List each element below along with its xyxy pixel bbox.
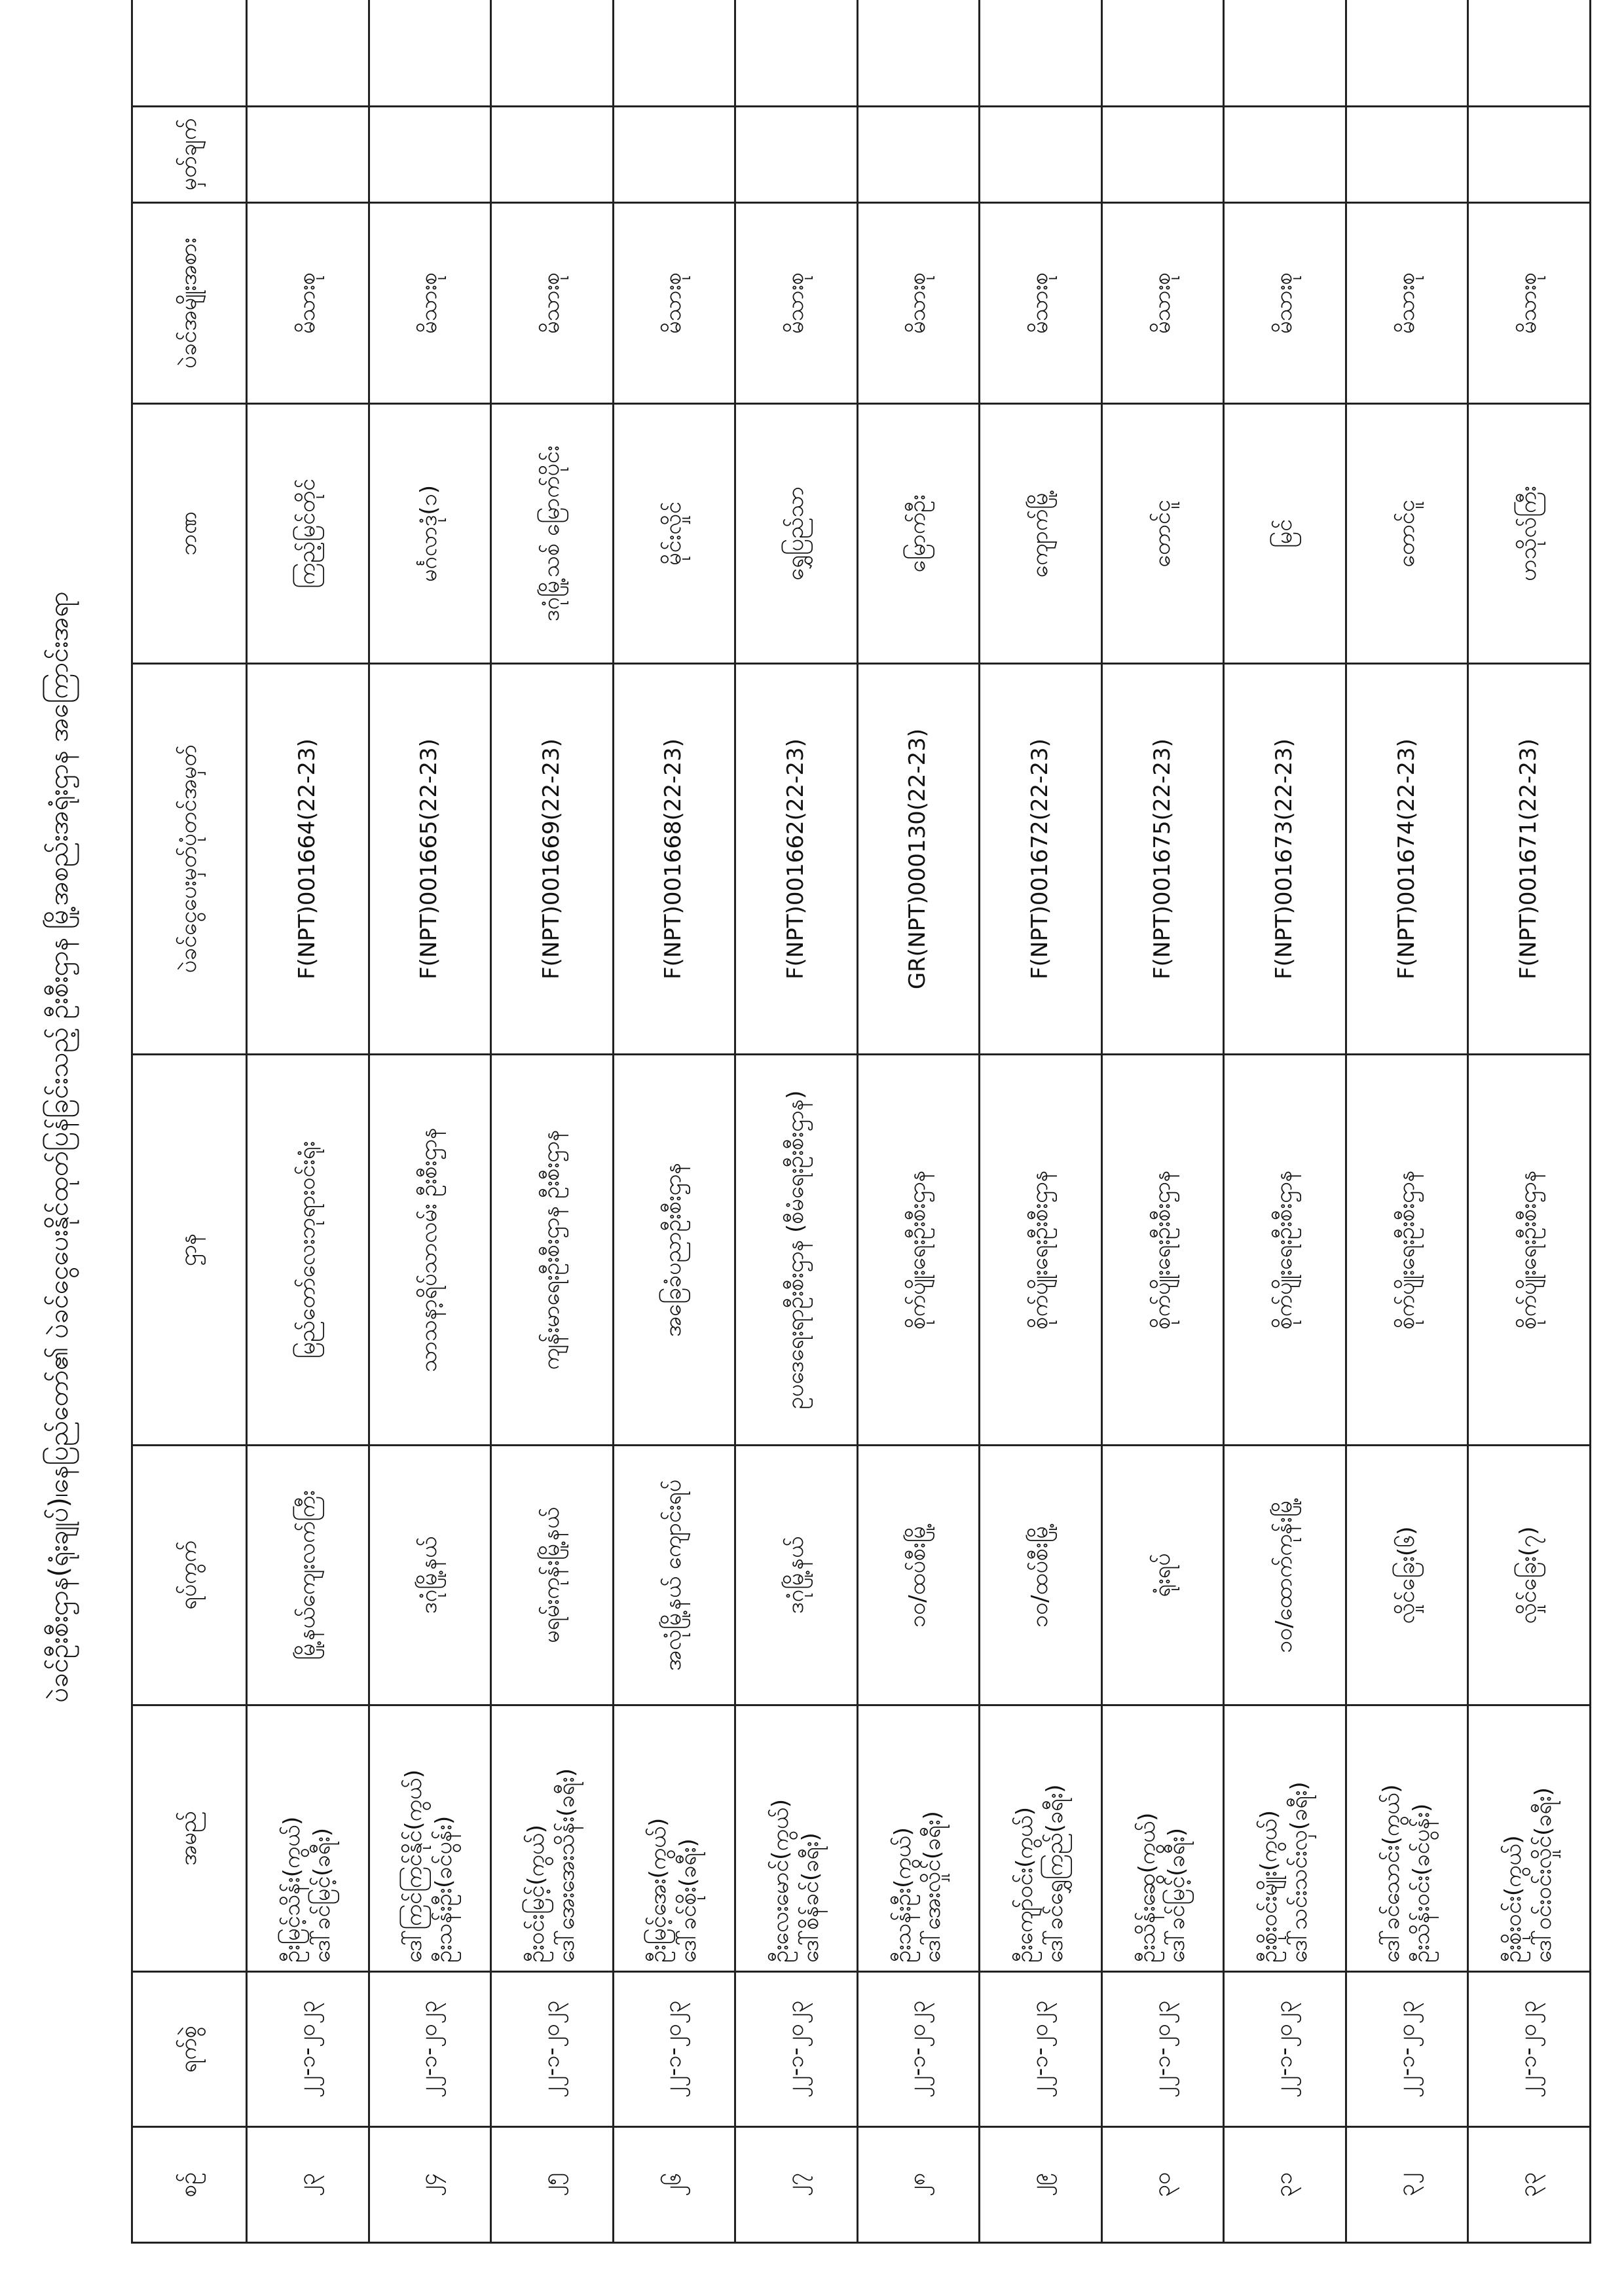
cell-district: တောင်ငူ [1101, 404, 1224, 664]
cell-district: မင်္ဂလာဒုံ(၁) [369, 404, 491, 664]
cell-address: စိုက်ပျိုးရေးဦးစီးဌာန [1468, 1055, 1591, 1446]
cell-address: အခြေခံပညာဦးစီးဌာန [613, 1055, 735, 1446]
cell-remarks [613, 107, 735, 203]
cell-address: ဥပဒေရေးရာဦးစီးဌာန (စီမံရေးဦးစီးဌာန) [735, 1055, 858, 1446]
name-line: ဦးသန်းဦး(ကွယ်) [889, 1827, 916, 1963]
cell-remarks [369, 107, 491, 203]
cell-address: သာသနာ့ရိပ်သာလမ်း ဦးစီးဌာန [369, 1055, 491, 1446]
cell-name [1101, 1705, 1224, 1972]
table-row [613, 0, 735, 2243]
cell-type: မိသားစု [613, 203, 735, 404]
cell-date: ၂၂-၁-၂၀၂၃ [735, 1972, 858, 2127]
cell-license: F(NPT)001664(22-23) [247, 664, 369, 1055]
cell-license: F(NPT)001675(22-23) [1101, 664, 1224, 1055]
table-row [1101, 0, 1224, 2243]
cell-blank [369, 0, 491, 107]
cell-blank [1346, 0, 1468, 107]
cell-type: မိသားစု [1101, 203, 1224, 404]
registration-table [131, 0, 1591, 2244]
header-blank [132, 0, 247, 107]
header-type: ပဲခင်အမျိုးအစား [132, 203, 247, 404]
cell-blank [1224, 0, 1346, 107]
cell-address: စိုက်ပျိုးရေးဦးစီးဌာန [1224, 1055, 1346, 1446]
cell-no: ၂၆ [613, 2127, 735, 2243]
cell-type: မိသားစု [1224, 203, 1346, 404]
name-line: ဒေါ်ဝင်းဝင်းလှိုင်(ခရီး) [1530, 1787, 1557, 1963]
cell-blank [1101, 0, 1224, 107]
table-row [369, 0, 491, 2243]
name-line: ဦးသိန်းဆွေ(ကွယ်) [1134, 1812, 1160, 1963]
cell-remarks [980, 107, 1102, 203]
name-line: ဒေါ်ခင်စိုး(ခရီး) [675, 1838, 702, 1963]
cell-district: မြောက်ဦး [857, 404, 980, 664]
cell-no: ၂၃ [247, 2127, 369, 2243]
table-row [857, 0, 980, 2243]
cell-address: မြည်တော်လေးဘုရားဝင်းရုံး [247, 1055, 369, 1446]
table-header-row [132, 0, 247, 2243]
cell-date: ၂၂-၁-၂၀၂၃ [1468, 1972, 1591, 2127]
name-line: ဦးကျော်ဝင်း(ကွယ်) [1012, 1807, 1039, 1963]
table-row [491, 0, 614, 2243]
cell-village: ၁၀/ထောက်ကုန်းမြို့ [1224, 1446, 1346, 1705]
table-row [1224, 0, 1346, 2243]
name-line: ဦးစိုးဝင်း(ကွယ်) [1500, 1835, 1527, 1963]
cell-no: ၂၄ [369, 2127, 491, 2243]
cell-blank [735, 0, 858, 107]
cell-district: မိုင်းလှိုင် [613, 404, 735, 664]
cell-license: F(NPT)001669(22-23) [491, 664, 614, 1055]
cell-license: F(NPT)001674(22-23) [1346, 664, 1468, 1055]
cell-license: F(NPT)001668(22-23) [613, 664, 735, 1055]
name-line: ဦးစိုးဝင်းမျိုး(ကွယ်) [1256, 1810, 1283, 1963]
cell-remarks [491, 107, 614, 203]
header-village: ရပ်ကွက် [132, 1446, 247, 1705]
cell-license: F(NPT)001665(22-23) [369, 664, 491, 1055]
cell-blank [613, 0, 735, 107]
header-address: ဌာန [132, 1055, 247, 1446]
cell-name [369, 1705, 491, 1972]
cell-name [980, 1705, 1102, 1972]
cell-date: ၂၂-၁-၂၀၂၃ [980, 1972, 1102, 2127]
header-date: ရက်စွဲ [132, 1972, 247, 2127]
cell-remarks [1346, 107, 1468, 203]
cell-district: ဒဂုံမြို့သစ် မြောက်ပိုင်း [491, 404, 614, 664]
cell-no: ၃၃ [1468, 2127, 1591, 2243]
name-line: ဒေါ်စိန်ခင်(ခရီး) [797, 1832, 824, 1963]
cell-district: ကျောက်မြို့ [980, 404, 1102, 664]
cell-district: တောင်ငူ [1346, 404, 1468, 664]
name-line: ဒေါ်ခင်ရွှေကြည်(ခရီး) [1041, 1784, 1068, 1963]
cell-no: ၂၈ [857, 2127, 980, 2243]
cell-license: GR(NPT)000130(22-23) [857, 664, 980, 1055]
cell-remarks [1224, 107, 1346, 203]
cell-address: စိုက်ပျိုးရေးဦးစီးဌာန [1346, 1055, 1468, 1446]
cell-type: မိသားစု [1346, 203, 1468, 404]
cell-name [1346, 1705, 1468, 1972]
cell-license: F(NPT)001662(22-23) [735, 664, 858, 1055]
cell-date: ၂၂-၁-၂၀၂၃ [369, 1972, 491, 2127]
cell-type: မိသားစု [247, 203, 369, 404]
cell-name [247, 1705, 369, 1972]
cell-remarks [735, 107, 858, 203]
cell-no: ၃၂ [1346, 2127, 1468, 2243]
cell-name [857, 1705, 980, 1972]
cell-license: F(NPT)001672(22-23) [980, 664, 1102, 1055]
cell-license: F(NPT)001671(22-23) [1468, 664, 1591, 1055]
cell-address: စိုက်ပျိုးရေးဦးစီးဌာန [980, 1055, 1102, 1446]
cell-name [735, 1705, 858, 1972]
name-line: ဒေါ်ကြင်ကြင်နိုင်(ကွယ်) [401, 1769, 428, 1963]
cell-type: မိသားစု [980, 203, 1102, 404]
cell-blank [247, 0, 369, 107]
cell-name [491, 1705, 614, 1972]
cell-no: ၃၁ [1224, 2127, 1346, 2243]
cell-district: ရွှေပြည်သာ [735, 404, 858, 664]
cell-no: ၂၉ [980, 2127, 1102, 2243]
cell-address: ကျန်းမာရေးဦးစီးဌာန ဦးစီးဌာန [491, 1055, 614, 1446]
cell-address: စိုက်ပျိုးရေးဦးစီးဌာန [857, 1055, 980, 1446]
cell-remarks [1101, 107, 1224, 203]
cell-name [613, 1705, 735, 1972]
cell-village: ၁၀/ထပ်စီးမြို့ [857, 1446, 980, 1705]
cell-no: ၃၀ [1101, 2127, 1224, 2243]
cell-village: ၁၀/ထပ်စီးမြို့ [980, 1446, 1102, 1705]
cell-remarks [1468, 107, 1591, 203]
cell-district: ကြည့်မြင်တိုင် [247, 404, 369, 664]
header-district: ဘဏ [132, 404, 247, 664]
cell-type: မိသားစု [857, 203, 980, 404]
header-name: အမည် [132, 1705, 247, 1972]
table-row [735, 0, 858, 2243]
name-line: ဦးမြင့်သိန်း(ကွယ်) [278, 1816, 305, 1963]
name-line: ဒေါ်အေးအေးသိန်း(ခရီး) [553, 1768, 580, 1963]
cell-date: ၂၂-၁-၂၀၂၃ [857, 1972, 980, 2127]
cell-village: ဒဂုံမြို့နယ် [369, 1446, 491, 1705]
cell-district: ဟသိုလ်ကြီး [1468, 404, 1591, 664]
cell-name [1468, 1705, 1591, 1972]
cell-address: စိုက်ပျိုးရေးဦးစီးဌာန [1101, 1055, 1224, 1446]
header-no: စဉ် [132, 2127, 247, 2243]
cell-type: မိသားစု [491, 203, 614, 404]
cell-village: လှိုင်ခြေး(၇) [1468, 1446, 1591, 1705]
cell-village: လှိုင်ခြေး(၆) [1346, 1446, 1468, 1705]
cell-no: ၂၅ [491, 2127, 614, 2243]
header-license: ပဲခင်ငွေပေးမှတ်ပုံတင်အမှတ် [132, 664, 247, 1055]
header-remarks: မှတ်ချက် [132, 107, 247, 203]
cell-blank [980, 0, 1102, 107]
cell-village: မြို့နယ်ကျေးလက်ကြီး [247, 1446, 369, 1705]
cell-type: မိသားစု [1468, 203, 1591, 404]
cell-remarks [857, 107, 980, 203]
name-line: ဒေါ်အေးလှိုင်(ခရီး) [919, 1811, 946, 1963]
name-line: ဦးဝင်းမြင့်(ကွယ်) [523, 1825, 549, 1963]
name-line: ဒေါ်ခင်မြင့်(ခရီး) [308, 1828, 335, 1963]
cell-blank [491, 0, 614, 107]
table-row [247, 0, 369, 2243]
name-line: ဦးသန်းဦး(ခင်ပွန်း) [431, 1815, 458, 1963]
cell-type: မိသားစု [735, 203, 858, 404]
cell-date: ၂၂-၁-၂၀၂၃ [1101, 1972, 1224, 2127]
cell-village: မရမ်းကုန်းမြို့နယ် [491, 1446, 614, 1705]
cell-date: ၂၂-၁-၂၀၂၃ [247, 1972, 369, 2127]
cell-name [1224, 1705, 1346, 1972]
cell-date: ၂၂-၁-၂၀၂၃ [1224, 1972, 1346, 2127]
cell-type: မိသားစု [369, 203, 491, 404]
cell-no: ၂၇ [735, 2127, 858, 2243]
name-line: ဒေါ်ခင်မြင့်(ခရီး) [1164, 1828, 1190, 1963]
name-line: ဦးမြင့်အေး(ကွယ်) [645, 1817, 672, 1963]
name-line: ဒေါ်ခင်သောင်း(ကွယ်) [1378, 1784, 1405, 1963]
cell-village: အလုံမြို့နယ် ကျောင်းရပ် [613, 1446, 735, 1705]
cell-remarks [247, 107, 369, 203]
cell-date: ၂၂-၁-၂၀၂၃ [613, 1972, 735, 2127]
name-line: ဦးသိန်းဝင်း(ခင်ပွန်း) [1408, 1803, 1435, 1963]
cell-date: ၂၂-၁-၂၀၂၃ [491, 1972, 614, 2127]
name-line: ဒေါ်သင်းသင်းလှ(ခရီး) [1286, 1781, 1313, 1963]
cell-blank [1468, 0, 1591, 107]
cell-license: F(NPT)001673(22-23) [1224, 664, 1346, 1055]
name-line: ဦးလေးမောင်(ကွယ်) [767, 1799, 794, 1963]
table-row [1468, 0, 1591, 2243]
cell-village: ရုံးရပ် [1101, 1446, 1224, 1705]
cell-village: ဒဂုံမြို့နယ် [735, 1446, 858, 1705]
cell-date: ၂၂-၁-၂၀၂၃ [1346, 1972, 1468, 2127]
cell-district: မြင် [1224, 404, 1346, 664]
table-row [980, 0, 1102, 2243]
document-title: ပဲခင်ဦးစီးဌာန(ရုံးချုပ်)၊နေပြည်တော်၏ ပဲခင်ငွေပေးနိုင်ထုတ်ပြန်ခြင်းသည့် ဦးစီးဌာန မြို့အစည်းအရုံးဌာန အကြောင်းအရာ [44, 591, 74, 1703]
cell-blank [857, 0, 980, 107]
table-row [1346, 0, 1468, 2243]
